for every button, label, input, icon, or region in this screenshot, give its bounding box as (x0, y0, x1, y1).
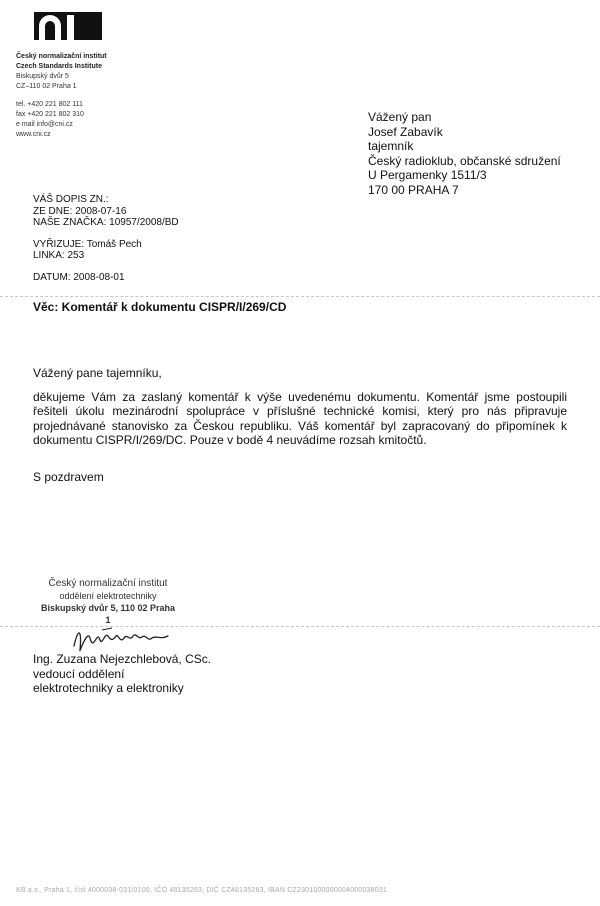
recipient-line: tajemník (368, 139, 414, 154)
recipient-line: Vážený pan (368, 110, 432, 124)
fold-line (0, 296, 600, 297)
letter-body: děkujeme Vám za zaslaný komentář k výše uvedenému dokumentu. Komentář jsme postoupili řešiteli úkolu mezinárodní spolupráce v příslušné technické komisi, který pro nás připravuje projednávané stanovisko za Českou republiku. Váš komentář byl zapracovaný do připomínek k dokumentu CISPR/I/269/DC. Pouze v bodě 4 neuvádíme rozsah kmitočtů. (33, 390, 567, 448)
sender-email: e mail info@cni.cz (16, 121, 73, 128)
letter-greeting: Vážený pane tajemníku, (33, 366, 162, 380)
cni-logo (34, 12, 102, 40)
sender-web: www.cni.cz (16, 131, 51, 138)
logo-arch-shape (39, 15, 61, 40)
signer-role2: elektrotechniky a elektroniky (33, 681, 184, 695)
recipient-line: U Pergamenky 1511/3 (368, 168, 487, 183)
bank-footer: KB a.s., Praha 1, čísl 4000038-031/0100, IČO 48135283, DIČ CZ48135283, IBAN CZ2301000000004000038031 (16, 887, 388, 894)
ref-nase-znacka: NAŠE ZNAČKA: 10957/2008/BD (33, 217, 179, 228)
sender-fax: fax +420 221 802 310 (16, 111, 84, 118)
logo-bar-shape (67, 15, 74, 40)
ref-datum: DATUM: 2008-08-01 (33, 271, 125, 283)
letter-closing: S pozdravem (33, 470, 104, 484)
sender-street: Biskupský dvůr 5 (16, 73, 69, 80)
signer-role1: vedoucí oddělení (33, 666, 125, 681)
ref-vyrizuje: VYŘIZUJE: Tomáš Pech (33, 238, 142, 250)
sender-city: CZ–110 02 Praha 1 (16, 83, 77, 90)
signer-block (33, 652, 211, 696)
recipient-address (368, 110, 561, 198)
stamp-line1: Český normalizační institut (48, 578, 168, 589)
sender-name-cz: Český normalizační institut (16, 53, 107, 60)
recipient-line: Josef Zabavík (368, 124, 443, 139)
institution-stamp (38, 578, 178, 626)
sender-tel: tel. +420 221 802 111 (16, 101, 83, 108)
handwritten-signature (72, 624, 172, 654)
stamp-line2: oddělení elektrotechniky (59, 591, 157, 601)
sender-name-en: Czech Standards Institute (16, 63, 102, 70)
ref-linka: LINKA: 253 (33, 250, 85, 261)
reference-block (33, 194, 179, 283)
stamp-line3: Biskupský dvůr 5, 110 02 Praha 1 (40, 603, 176, 625)
ref-vas-dopis: VÁŠ DOPIS ZN.: (33, 194, 109, 205)
recipient-line: Český radioklub, občanské sdružení (368, 153, 561, 168)
signer-name: Ing. Zuzana Nejezchlebová, CSc. (33, 652, 212, 666)
sender-block (16, 52, 107, 140)
letter-subject: Věc: Komentář k dokumentu CISPR/I/269/CD (33, 300, 287, 314)
recipient-line: 170 00 PRAHA 7 (368, 182, 459, 197)
ref-ze-dne: ZE DNE: 2008-07-16 (33, 205, 127, 217)
